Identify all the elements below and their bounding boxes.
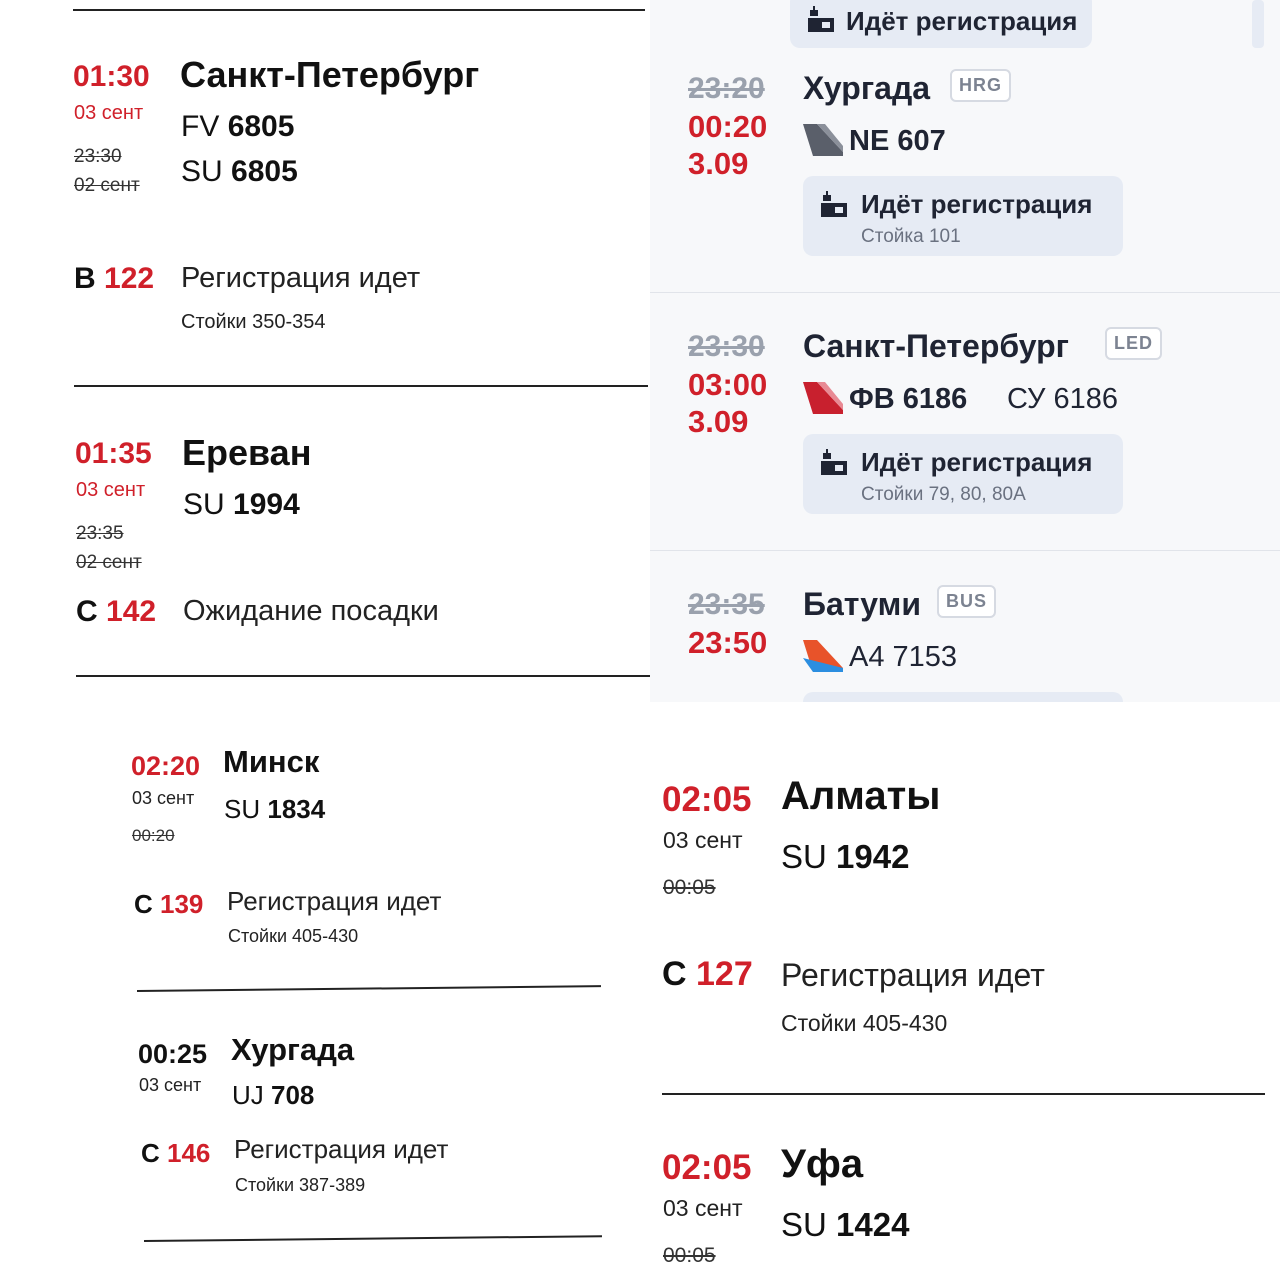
- departures-panel-d: [640, 702, 1280, 1280]
- flight-code: [232, 1080, 314, 1111]
- divider: [144, 1235, 602, 1242]
- departure-time: 00:25: [138, 1039, 208, 1069]
- airline-tail-logo-icon: [803, 640, 843, 672]
- original-time: 23:35: [688, 588, 765, 621]
- gate-number: 139: [160, 889, 204, 919]
- airline-code: SU: [224, 794, 261, 824]
- destination-city: Минск: [223, 744, 320, 779]
- airline-code: FV: [181, 110, 220, 143]
- registration-box[interactable]: [803, 176, 1123, 256]
- original-time: 00:05: [663, 1244, 716, 1267]
- destination-city: Санкт-Петербург: [803, 328, 1069, 364]
- registration-title: Идёт регистрация: [846, 6, 1078, 36]
- flight-number: 1942: [836, 838, 910, 875]
- gate: [662, 955, 753, 994]
- gate: [74, 262, 154, 296]
- codeshare-flight-number: СУ 6186: [1007, 383, 1118, 415]
- departures-panel-a: [0, 0, 650, 700]
- gate-letter: C: [76, 595, 98, 628]
- flight-status: Регистрация идет: [227, 886, 442, 916]
- registration-counter: Стойки 79, 80, 80А: [861, 484, 1026, 505]
- gate-number: 146: [167, 1138, 211, 1168]
- airport-code-badge: HRG: [950, 69, 1011, 102]
- airline-tail-logo-icon: [803, 124, 843, 156]
- gate-letter: C: [662, 955, 687, 993]
- gate-number: 127: [696, 955, 753, 993]
- original-time: 23:35: [76, 523, 124, 544]
- scroll-stub: [1252, 0, 1264, 48]
- departure-time: 02:05: [662, 780, 752, 819]
- flight-status: Регистрация идет: [781, 957, 1045, 993]
- check-in-desk-icon: [819, 189, 849, 219]
- original-date: 02 сент: [74, 175, 140, 196]
- destination-city: Батуми: [803, 586, 921, 622]
- original-date: 02 сент: [76, 552, 142, 573]
- flight-number: 1834: [267, 794, 326, 824]
- departure-date: 03 сент: [663, 1195, 743, 1221]
- departure-time: 01:30: [73, 60, 150, 93]
- divider: [137, 985, 601, 992]
- gate: [141, 1138, 210, 1169]
- divider: [650, 292, 1280, 293]
- destination-city: Алматы: [781, 774, 941, 818]
- flight-number: ФВ 6186: [849, 383, 968, 415]
- original-time: 00:05: [663, 876, 716, 899]
- flight-status: Регистрация идет: [181, 262, 421, 294]
- gate-letter: C: [141, 1138, 160, 1168]
- gate-number: 122: [104, 262, 155, 295]
- registration-title: Идёт регистрация: [861, 447, 1093, 477]
- divider: [74, 385, 648, 387]
- new-time: 23:50: [688, 625, 768, 660]
- original-time: 00:20: [132, 826, 175, 845]
- departure-date: 3.09: [688, 404, 749, 439]
- airport-code-badge: BUS: [937, 585, 996, 618]
- checkin-counters: Стойки 350-354: [181, 311, 326, 333]
- flight-number: 1424: [836, 1206, 910, 1243]
- flight-number: 6805: [231, 155, 298, 188]
- gate-letter: C: [134, 889, 153, 919]
- new-time: 03:00: [688, 367, 768, 402]
- airport-code-badge: LED: [1105, 327, 1162, 360]
- departure-date: 3.09: [688, 146, 749, 181]
- original-time: 23:20: [688, 72, 765, 105]
- departure-time: 01:35: [75, 437, 152, 470]
- departure-time: 02:05: [662, 1148, 752, 1187]
- flight-number: А4 7153: [849, 641, 958, 673]
- departure-date: 03 сент: [74, 102, 144, 124]
- divider: [650, 550, 1280, 551]
- gate: [76, 595, 156, 629]
- flight-number: 708: [271, 1080, 315, 1110]
- registration-title: Идёт регистрация: [861, 189, 1093, 219]
- registration-box[interactable]: [803, 434, 1123, 514]
- registration-box[interactable]: [790, 0, 1092, 48]
- registration-box[interactable]: [803, 692, 1123, 702]
- checkin-counters: Стойки 387-389: [235, 1175, 366, 1195]
- divider: [73, 9, 645, 11]
- airline-code: SU: [183, 488, 225, 521]
- departure-date: 03 сент: [76, 479, 146, 501]
- divider: [662, 1093, 1265, 1095]
- check-in-desk-icon: [819, 447, 849, 477]
- flight-code: [181, 155, 298, 189]
- flight-number: NE 607: [849, 125, 946, 157]
- flight-code: [224, 794, 325, 825]
- new-time: 00:20: [688, 109, 768, 144]
- divider: [76, 675, 650, 677]
- airline-code: UJ: [232, 1080, 264, 1110]
- flight-code: [781, 1206, 909, 1244]
- checkin-counters: Стойки 405-430: [228, 926, 359, 946]
- original-time: 23:30: [74, 146, 122, 167]
- gate-letter: B: [74, 262, 96, 295]
- departures-panel-c: [0, 702, 640, 1280]
- departures-panel-b: [650, 0, 1280, 702]
- gate: [134, 889, 203, 920]
- destination-city: Уфа: [781, 1142, 864, 1186]
- destination-city: Санкт-Петербург: [180, 54, 480, 95]
- airline-tail-logo-icon: [803, 382, 843, 414]
- destination-city: Хургада: [803, 70, 931, 106]
- airline-code: SU: [781, 1206, 827, 1243]
- flight-code: [781, 838, 909, 876]
- check-in-desk-icon: [806, 4, 836, 34]
- departure-time: 02:20: [131, 751, 201, 781]
- departure-date: 03 сент: [663, 827, 743, 853]
- airline-code: SU: [781, 838, 827, 875]
- departure-date: 03 сент: [132, 788, 195, 808]
- flight-status: Регистрация идет: [234, 1134, 449, 1164]
- checkin-counters: Стойки 405-430: [781, 1010, 948, 1036]
- flight-code: [181, 110, 294, 144]
- original-time: 23:30: [688, 330, 765, 363]
- departure-date: 03 сент: [139, 1075, 202, 1095]
- flight-number: 1994: [233, 488, 300, 521]
- flight-number: 6805: [227, 110, 295, 143]
- airline-code: SU: [181, 155, 223, 188]
- flight-code: [183, 488, 300, 522]
- flight-status: Ожидание посадки: [183, 595, 439, 627]
- destination-city: Хургада: [231, 1032, 355, 1067]
- registration-counter: Стойка 101: [861, 226, 961, 247]
- destination-city: Ереван: [182, 432, 312, 473]
- gate-number: 142: [106, 595, 157, 628]
